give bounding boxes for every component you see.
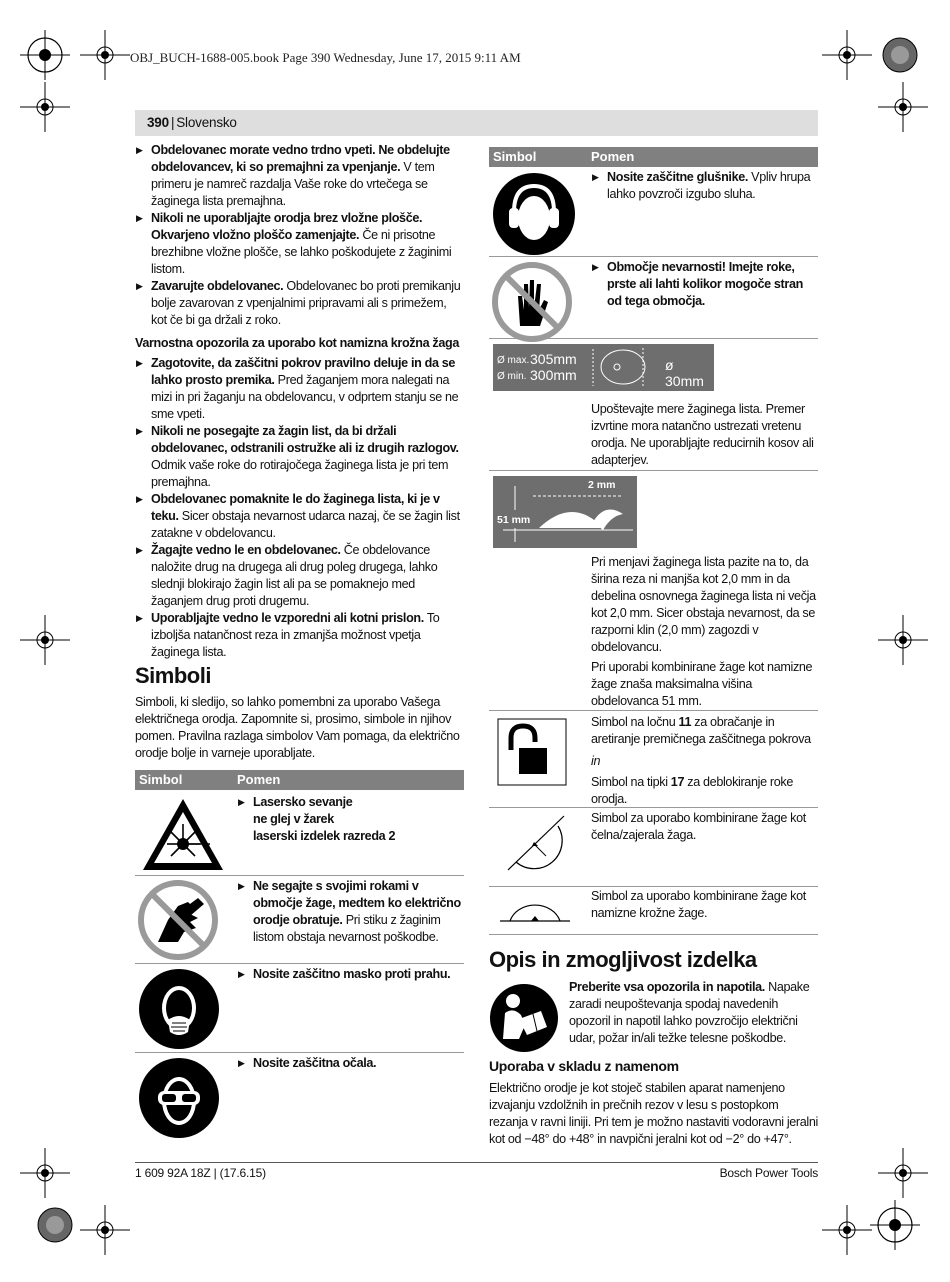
bullet-list-top [135,142,464,329]
unlock-icon [497,718,567,786]
ear-protection-text: ▶ Nosite zaščitne glušnike. Vpliv hrupa lahko povzroči izgubo sluha. [591,169,817,206]
uporaba-text: Električno orodje je kot stoječ stabilen aparat namenjeno izvajanju vzdolžnih in prečnih rezov v lesu s postopkom rezanja v ravni liniji. Pri tem je možno nastaviti vodoravni jeralni kot od −48° do +48° in navpični jeralni kot od −2° do +47°. [489,1081,818,1146]
no-hands-text: ▶ Ne segajte s svojimi rokami v območje žage, medtem ko električno orodje obratuje. Pri stiku z žaginim listom obstaja nevarnost poškodbe. [237,878,462,949]
bullet-item [135,355,464,423]
registration-mark-icon [20,82,70,132]
registration-mark-icon [80,1205,130,1255]
footer-doc-number: 1 609 92A 18Z | (17.6.15) [135,1166,266,1180]
safety-goggles-icon [138,1057,220,1139]
kerf-text: Pri menjavi žaginega lista pazite na to, da širina reza ni manjša kot 2,0 mm in da debelina osnovnega žaginega lista ni večja kot 2,0 mm. Sicer obstaja nevarnost, da se razporni klin (2,0 mm) zagozdi v obdelovancu. Pri uporabi kombinirane žage kot namizne žage znaša maksimalna višina obdelovanca 51 mm. [591,555,816,708]
row-divider [489,807,818,808]
danger-zone-hand-icon [492,262,572,342]
registration-mark-icon [822,1205,872,1255]
page-number: 390 [147,115,169,130]
registration-mark-icon [875,30,925,80]
page-header-bar [135,110,818,136]
saw-blade-icon [493,476,637,548]
registration-mark-icon [20,1148,70,1198]
col-symbol-label: Simbol [139,772,183,787]
table-saw-icon [500,892,570,926]
blade-dimensions-graphic: Ø max. 305mm Ø min. 300mm ø 30mm [493,344,714,391]
col-meaning-label: Pomen [591,149,635,164]
footer-divider [135,1162,818,1163]
bullet-text: Sicer obstaja nevarnost udarca nazaj, če se žagin list zatakne v obdelovancu. [151,509,460,540]
row-divider [489,470,818,471]
danger-zone-text: ▶ Območje nevarnosti! Imejte roke, prste ali lahti kolikor mogoče stran od tega območja. [591,259,817,313]
bullet-item [135,610,464,661]
miter-saw-text: Simbol za uporabo kombinirane žage kot čelna/zajerala žaga. [591,811,806,842]
registration-mark-icon [80,30,130,80]
bullet-item [135,423,464,491]
uporaba-title: Uporaba v skladu z namenom [489,1058,679,1074]
simboli-intro: Simboli, ki sledijo, so lahko pomembni za uporabo Vašega električnega orodja. Zapomnite si, prosimo, simbole in njihov pomen. Pravilna razlaga simbolov Vam pomaga, da električno orodje bolje in varneje uporabljate. [135,695,460,760]
row-divider [135,1052,464,1053]
bullet-item [135,278,464,329]
bullet-text: Pred žaganjem mora nalegati na mizi in pri žaganju na obdelovancu, v odprtem stanju se ne sme vpeti. [151,373,459,421]
registration-mark-icon [30,1200,80,1250]
bullet-bold-text: Nikoli ne uporabljajte orodja brez vložne plošče. Okvarjeno vložno ploščo zamenjajte. [151,211,423,242]
bullet-bold-text: Žagajte vedno le en obdelovanec. [151,543,341,557]
bullet-bold-text: Nikoli ne posegajte za žagin list, da bi držali obdelovanec, odstranili ostružke ali iz drugih razlogov. [151,424,459,455]
registration-mark-icon [20,615,70,665]
blade-outline-icon [583,344,663,391]
registration-mark-icon [20,30,70,80]
dust-mask-text: ▶ Nosite zaščitno masko proti prahu. [237,966,462,986]
goggles-text: ▶ Nosite zaščitna očala. [237,1055,462,1075]
row-divider [489,710,818,711]
header-separator: | [170,115,175,130]
read-manual-icon [489,983,559,1053]
bullet-text: Če obdelovance naložite drug na drugega ali drug poleg drugega, lahko slednji blokirajo žagin list ali pa se pomaknejo med žaganjem drug proti drugemu. [151,543,438,608]
row-divider [489,338,818,339]
dust-mask-icon [138,968,220,1050]
row-divider [489,934,818,935]
row-divider [489,886,818,887]
section-heading: Varnostna opozorila za uporabo kot namizna krožna žaga [135,336,459,350]
row-divider [135,875,464,876]
registration-mark-icon [878,82,928,132]
bullet-text: Odmik vaše roke do rotirajočega žaginega lista je pri tem premajhna. [151,458,449,489]
footer-brand: Bosch Power Tools [719,1166,818,1180]
table-saw-text: Simbol za uporabo kombinirane žage kot namizne krožne žage. [591,889,806,920]
bullet-bold-text: Obdelovanec morate vedno trdno vpeti. Ne obdelujte obdelovancev, ki so premajhni za vpenjanje. [151,143,450,174]
no-hands-icon [138,880,218,960]
row-divider [489,256,818,257]
col-meaning-label: Pomen [237,772,281,787]
bullet-text: Obdelovanec bo proti premikanju bolje zavarovan z vpenjalnimi pripravami ali s primežem, kot če bi ga držali z roko. [151,279,461,327]
bullet-text: To izboljša natančnost reza in zmanjša možnost vpetja žaginega lista. [151,611,440,659]
bullet-list-safety [135,355,464,661]
bullet-text: Če ni prisotne brezhibne vložne plošče, se lahko poškodujete z žaginimi listom. [151,228,452,276]
bullet-bold-text: Zagotovite, da zaščitni pokrov pravilno deluje in da se lahko prosto premika. [151,356,456,387]
blade-dimensions-text: Upoštevajte mere žaginega lista. Premer izvrtine mora natančno ustrezati vretenu orodja. Ne uporabljajte reducirnih kosov ali adapterjev. [591,402,814,467]
registration-mark-icon [878,615,928,665]
symbol-table-header [135,770,464,790]
kerf-graphic: 2 mm 51 mm [493,476,637,548]
row-divider [135,963,464,964]
bullet-bold-text: Uporabljajte vedno le vzporedni ali kotni prislon. [151,611,424,625]
left-column [135,142,464,661]
print-header: OBJ_BUCH-1688-005.book Page 390 Wednesday, June 17, 2015 9:11 AM [130,50,521,65]
lock-text: Simbol na ločnu 11 za obračanje in aretiranje premičnega zaščitnega pokrova in Simbol na tipki 17 za deblokiranje roke orodja. [591,715,811,806]
opis-text: Preberite vsa opozorila in napotila. Napake zaradi neupoštevanja spodaj navedenih opozoril in napotil lahko povzročijo električni udar, požar in/ali težke telesne poškodbe. [569,980,810,1045]
miter-saw-icon [498,812,570,874]
bullet-bold-text: Obdelovanec pomaknite le do žaginega lista, ki je v teku. [151,492,440,523]
registration-mark-icon [878,1148,928,1198]
opis-title: Opis in zmogljivost izdelka [489,947,757,972]
bullet-bold-text: Zavarujte obdelovanec. [151,279,284,293]
bullet-item [135,542,464,610]
header-language: Slovensko [176,115,237,130]
simboli-title: Simboli [135,663,211,688]
laser-warning-icon [140,796,226,874]
registration-mark-icon [822,30,872,80]
symbol-table-header-right [489,147,818,167]
bullet-text: V tem primeru je namreč razdalja Vaše roke do vrtečega se žaginega lista premajhna. [151,160,435,208]
col-symbol-label: Simbol [493,149,537,164]
bullet-item [135,142,464,210]
bullet-item [135,210,464,278]
registration-mark-icon [870,1200,920,1250]
laser-warning-text: ▶ Lasersko sevanje ne glej v žarek laserski izdelek razreda 2 [237,794,462,848]
bullet-item [135,491,464,542]
ear-protection-icon [492,172,576,256]
